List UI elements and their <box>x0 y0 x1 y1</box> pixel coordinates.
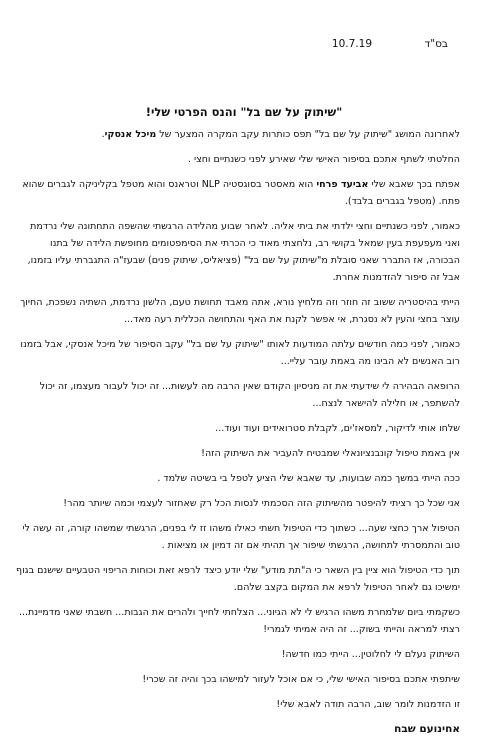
paragraph: שלחו אותי לדיקור, למסאז'ים, לקבלת סטרואידים ועוד ועוד... <box>215 423 460 434</box>
paragraph: השיתוק נעלם לי לחלוטין... הייתי כמו חדשה! <box>281 649 460 660</box>
paragraph: כאמור, לפני כמה חודשים עלתה המודעות לאותו "שיתוק על שם בל" עקב הסיפור של מיכל אנסקי, אבל בזמנו רוב האנשים לא הבינו מה באמת עובר עליי... <box>20 339 460 367</box>
paragraph: שיתפתי אתכם בסיפור האישי שלי, כי אם אוכל לעזור למישהו בכך והיה זה שכרי! <box>142 674 460 685</box>
paragraph: אני שכל כך רציתי להיפטר מהשיתוק הזה הסכמתי לנסות הכל רק שאחזור לעצמי וכמה שיותר מהר! <box>63 498 460 509</box>
document-header <box>18 36 460 52</box>
paragraph: כאמור, לפני כשנתיים וחצי ילדתי את ביתי אליה. לאחר שבוע מהלידה הרגשתי שהשפה התחתונה שלי נרדמת ואני מעפעפת בעין שמאל בקושי רב, נלחצתי מאוד כי הכרתי את הסימפטומים מחופשת הלידה של בתנו הבכורה, אז התברר שאני סובלת מ"שיתוק על שם בל" (פציאליס, שיתוק פנים) שבעז"ה התגברתי עליו בזמנו, אבל זה סיפור להזדמנות אחרת. <box>27 221 460 283</box>
paragraph: לאחרונה המושג "שיתוק על שם בל" תפס כותרות עקב המקרה המצער של מיכל אנסקי. <box>101 129 460 140</box>
name-aviad-farhi: אביעד פרחי <box>316 179 369 190</box>
paragraph: זו הזדמנות לומר שוב, הרבה תודה לאבא שלי! <box>276 699 460 710</box>
signature: אחינועם שבח <box>394 723 460 735</box>
paragraph: הטיפול ארך כחצי שעה... כשתוך כדי הטיפול חשתי כאילו משהו זז לי בפנים, הרגשתי שמשהו קורה, זה עשה לי טוב והתמסרתי לתחושה, הרגשתי שיפור אך תהיתי אם זה דמיון או מציאות . <box>22 523 460 551</box>
paragraph: הייתי בהיסטריה ששוב זה חוזר וזה מלחיץ נורא, אתה מאבד תחושת טעם, הלשון נרדמת, השתיה נשפכת, החיוך עוצר בחצי והעין לא נסגרת, אי אפשר לקנח את האף והתחושה הכללית רעה מאד... <box>20 297 460 325</box>
document-date: 10.7.19 <box>331 38 372 50</box>
name-michal-ansky: מיכל אנסקי <box>104 129 157 140</box>
paragraph: החלטתי לשתף אתכם בסיפור האישי שלי שאירע לפני כשנתיים וחצי . <box>187 154 460 165</box>
document-title: "שיתוק על שם בל" והנס הפרטי שלי! <box>145 105 343 119</box>
bsd-mark: בס"ד <box>424 38 448 50</box>
document-body <box>16 126 460 738</box>
paragraph: הרופאה הבהירה לי שידעתי את זה מניסיון הקודם שאין הרבה מה לעשות... זה יכול לעבור מעצמו, זה יכול להשתפר, או חלילה להישאר לנצח... <box>39 381 460 409</box>
paragraph: אין באמת טיפול קונבנציונאלי שמבטיח להעביר את השיתוק הזה! <box>201 448 460 459</box>
paragraph: ככה הייתי במשך כמה שבועות, עד שאבא שלי הציע לטפל בי בשיטה שלמד . <box>157 473 460 484</box>
paragraph: כשקמתי ביום שלמחרת משהו הרגיש לי לא הגיוני... הצלחתי לחייך ולהרים את הגבות... חשבתי שאני מדמיינת... רצתי למראה והייתי בשוק... זה היה אמיתי לגמרי! <box>18 607 460 635</box>
paragraph: אפתח בכך שאבא שלי אביעד פרחי הוא מאסטר בסוגסטיה NLP וטראנס והוא מטפל בקליניקה לגברים שהוא פתח. (מטפל בגברים בלבד). <box>22 179 460 207</box>
paragraph: תוך כדי הטיפול הוא ציין בין השאר כי ה"תת מודע" שלי יודע כיצד לרפא זאת וכוחות הריפוי הטבעיים שישנם בגוף ימשיכו גם לאחר הטיפול לרפא את המקום בקצב שלהם. <box>16 565 460 593</box>
